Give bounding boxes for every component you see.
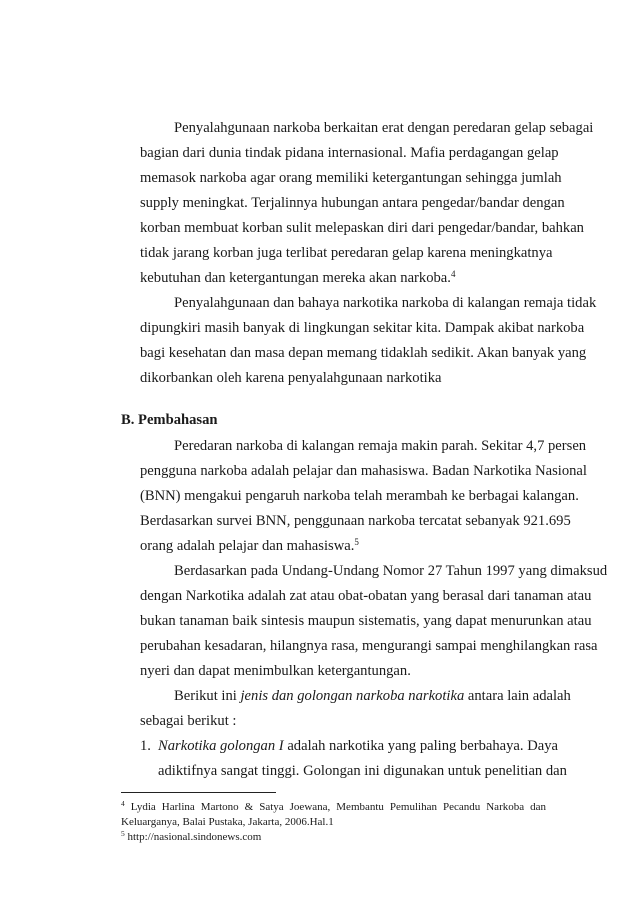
list-item-1-italic: Narkotika golongan I [158, 738, 284, 754]
p2-line-2: dipungkiri masih banyak di lingkungan sekitar kita. Dampak akibat narkoba [140, 320, 585, 336]
p4-line-3: bukan tanaman baik sintesis maupun sistematis, yang dapat menurunkan atau [140, 613, 592, 629]
footnote-4-line-2: Keluarganya, Balai Pustaka, Jakarta, 2006.Hal.1 [121, 816, 334, 828]
p3-line-1: Peredaran narkoba di kalangan remaja makin parah. Sekitar 4,7 persen [174, 438, 587, 454]
p4-line-5: nyeri dan dapat menimbulkan ketergantungan. [140, 663, 411, 679]
p5-pre: Berikut ini [174, 688, 241, 704]
p2-line-3: bagi kesehatan dan masa depan memang tidaklah sedikit. Akan banyak yang [140, 345, 587, 361]
footnote-5-number: 5 [121, 829, 125, 838]
list-item-1-number: 1. [140, 738, 151, 754]
p1-line-4: supply meningkat. Terjalinnya hubungan antara pengedar/bandar dengan [140, 195, 565, 211]
p2-line-4: dikorbankan oleh karena penyalahgunaan narkotika [140, 370, 442, 386]
footnote-4-text: Lydia Harlina Martono & Satya Joewana, Membantu Pemulihan Pecandu Narkoba dan [130, 801, 546, 813]
p3-line-5 [140, 536, 546, 556]
p1-line-2: bagian dari dunia tindak pidana internasional. Mafia perdagangan gelap [140, 145, 559, 161]
footnote-ref-5[interactable]: 5 [354, 537, 359, 547]
p3-line-2: pengguna narkoba adalah pelajar dan mahasiswa. Badan Narkotika Nasional [140, 463, 587, 479]
p5-italic: jenis dan golongan narkoba narkotika [240, 688, 465, 704]
p3-line-3: (BNN) mengakui pengaruh narkoba telah merambah ke berbagai kalangan. [140, 488, 579, 504]
p5-post: antara lain adalah [464, 688, 571, 704]
p3-line-5-text: orang adalah pelajar dan mahasiswa. [140, 538, 355, 554]
p1-line-3: memasok narkoba agar orang memiliki ketergantungan sehingga jumlah [140, 170, 562, 186]
footnote-4-number: 4 [121, 799, 125, 808]
p5-line-2: sebagai berikut : [140, 713, 237, 729]
p4-line-4: perubahan kesadaran, hilangnya rasa, mengurangi sampai menghilangkan rasa [140, 638, 598, 654]
p1-line-1: Penyalahgunaan narkoba berkaitan erat dengan peredaran gelap sebagai [174, 120, 594, 136]
p4-line-1: Berdasarkan pada Undang-Undang Nomor 27 Tahun 1997 yang dimaksud [174, 563, 608, 579]
p3-line-4: Berdasarkan survei BNN, penggunaan narkoba tercatat sebanyak 921.695 [140, 513, 571, 529]
p1-line-5: korban membuat korban sulit melepaskan diri dari pengedar/bandar, bahkan [140, 220, 584, 236]
p1-line-6: tidak jarang korban juga terlibat peredaran gelap karena meningkatnya [140, 245, 553, 261]
p4-line-2: dengan Narkotika adalah zat atau obat-obatan yang berasal dari tanaman atau [140, 588, 592, 604]
list-item-1-rest: adalah narkotika yang paling berbahaya. Daya [283, 738, 558, 754]
section-heading: B. Pembahasan [121, 412, 218, 428]
list-item-1-line-2: adiktifnya sangat tinggi. Golongan ini digunakan untuk penelitian dan [158, 763, 567, 779]
footnote-ref-4[interactable]: 4 [450, 269, 456, 279]
footnote-5-text[interactable]: http://nasional.sindonews.com [127, 831, 262, 843]
p2-line-1: Penyalahgunaan dan bahaya narkotika narkoba di kalangan remaja tidak [174, 295, 597, 311]
p1-line-7 [140, 268, 546, 288]
p1-line-7-text: kebutuhan dan ketergantungan mereka akan narkoba. [140, 270, 451, 286]
